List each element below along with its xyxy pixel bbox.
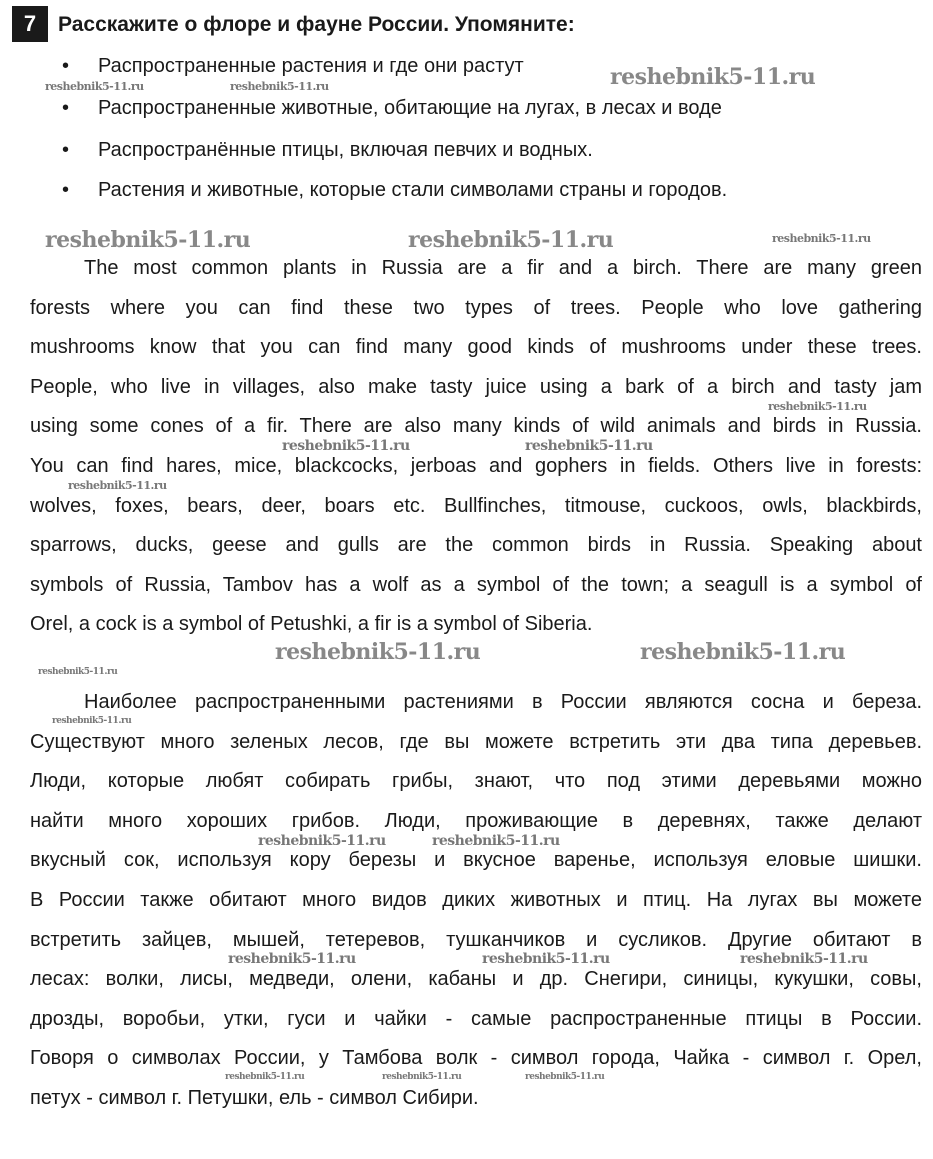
bullet-text: Распространенные растения и где они растут <box>98 55 524 77</box>
watermark: reshebnik5-11.ru <box>68 479 167 492</box>
text-line: найти много хороших грибов. Люди, проживающие в деревнях, также делают <box>30 809 922 832</box>
text-line: В России также обитают много видов диких животных и птиц. На лугах вы можете <box>30 888 922 911</box>
bullet-text: Распространённые птицы, включая певчих и водных. <box>98 139 593 161</box>
text-line: You can find hares, mice, blackcocks, jerboas and gophers in fields. Others live in forests: <box>30 454 922 477</box>
text-line: symbols of Russia, Tambov has a wolf as a symbol of the town; a seagull is a symbol of <box>30 573 922 596</box>
watermark: reshebnik5-11.ru <box>740 951 868 967</box>
bullet-item <box>62 179 727 202</box>
watermark: reshebnik5-11.ru <box>228 951 356 967</box>
watermark: reshebnik5-11.ru <box>275 639 481 665</box>
watermark: reshebnik5-11.ru <box>432 833 560 849</box>
bullet-item <box>62 97 722 120</box>
watermark: reshebnik5-11.ru <box>282 438 410 454</box>
text-line: петух - символ г. Петушки, ель - символ Сибири. <box>30 1086 479 1109</box>
text-line: Orel, a cock is a symbol of Petushki, a fir is a symbol of Siberia. <box>30 613 593 636</box>
text-line: дрозды, воробьи, утки, гуси и чайки - самые распространенные птицы в России. <box>30 1007 922 1030</box>
watermark: reshebnik5-11.ru <box>772 232 871 245</box>
watermark: reshebnik5-11.ru <box>382 1072 462 1082</box>
watermark: reshebnik5-11.ru <box>45 80 144 93</box>
watermark: reshebnik5-11.ru <box>38 667 118 677</box>
text-line: Существуют много зеленых лесов, где вы можете встретить эти два типа деревьев. <box>30 730 922 753</box>
text-line: лесах: волки, лисы, медведи, олени, кабаны и др. Снегири, синицы, кукушки, совы, <box>30 968 922 991</box>
watermark: reshebnik5-11.ru <box>408 227 614 253</box>
text-line: wolves, foxes, bears, deer, boars etc. Bullfinches, titmouse, cuckoos, owls, blackbirds, <box>30 494 922 517</box>
text-line: using some cones of a fir. There are also many kinds of wild animals and birds in Russia. <box>30 415 922 438</box>
watermark: reshebnik5-11.ru <box>768 400 867 413</box>
watermark: reshebnik5-11.ru <box>52 716 132 726</box>
bullet-text: Растения и животные, которые стали символами страны и городов. <box>98 179 728 201</box>
bullet-item <box>62 139 593 162</box>
watermark: reshebnik5-11.ru <box>225 1072 305 1082</box>
russian-paragraph <box>30 690 922 1110</box>
text-line: forests where you can find these two types of trees. People who love gathering <box>30 296 922 319</box>
text-line: Наиболее распространенными растениями в России являются сосна и береза. <box>84 691 922 713</box>
watermark: reshebnik5-11.ru <box>610 64 816 90</box>
task-title: Расскажите о флоре и фауне России. Упомяните: <box>58 13 575 36</box>
text-line: Люди, которые любят собирать грибы, знают, что под этими деревьями можно <box>30 770 922 793</box>
watermark: reshebnik5-11.ru <box>525 438 653 454</box>
bullet-text: Распространенные животные, обитающие на лугах, в лесах и воде <box>98 97 722 119</box>
text-line: Говоря о символах России, у Тамбова волк - символ города, Чайка - символ г. Орел, <box>30 1047 922 1070</box>
watermark: reshebnik5-11.ru <box>258 833 386 849</box>
watermark: reshebnik5-11.ru <box>45 227 251 253</box>
text-line: mushrooms know that you can find many good kinds of mushrooms under these trees. <box>30 336 922 359</box>
watermark: reshebnik5-11.ru <box>640 639 846 665</box>
task-number: 7 <box>12 6 48 42</box>
watermark: reshebnik5-11.ru <box>482 951 610 967</box>
text-line: The most common plants in Russia are a fir and a birch. There are many green <box>84 257 922 279</box>
watermark: reshebnik5-11.ru <box>525 1072 605 1082</box>
watermark: reshebnik5-11.ru <box>230 80 329 93</box>
text-line: вкусный сок, используя кору березы и вкусное варенье, используя еловые шишки. <box>30 849 922 872</box>
bullet-item <box>62 55 524 78</box>
english-paragraph <box>30 256 922 636</box>
text-line: встретить зайцев, мышей, тетеревов, тушканчиков и сусликов. Другие обитают в <box>30 928 922 951</box>
text-line: People, who live in villages, also make tasty juice using a bark of a birch and tasty jam <box>30 375 922 398</box>
text-line: sparrows, ducks, geese and gulls are the common birds in Russia. Speaking about <box>30 534 922 557</box>
